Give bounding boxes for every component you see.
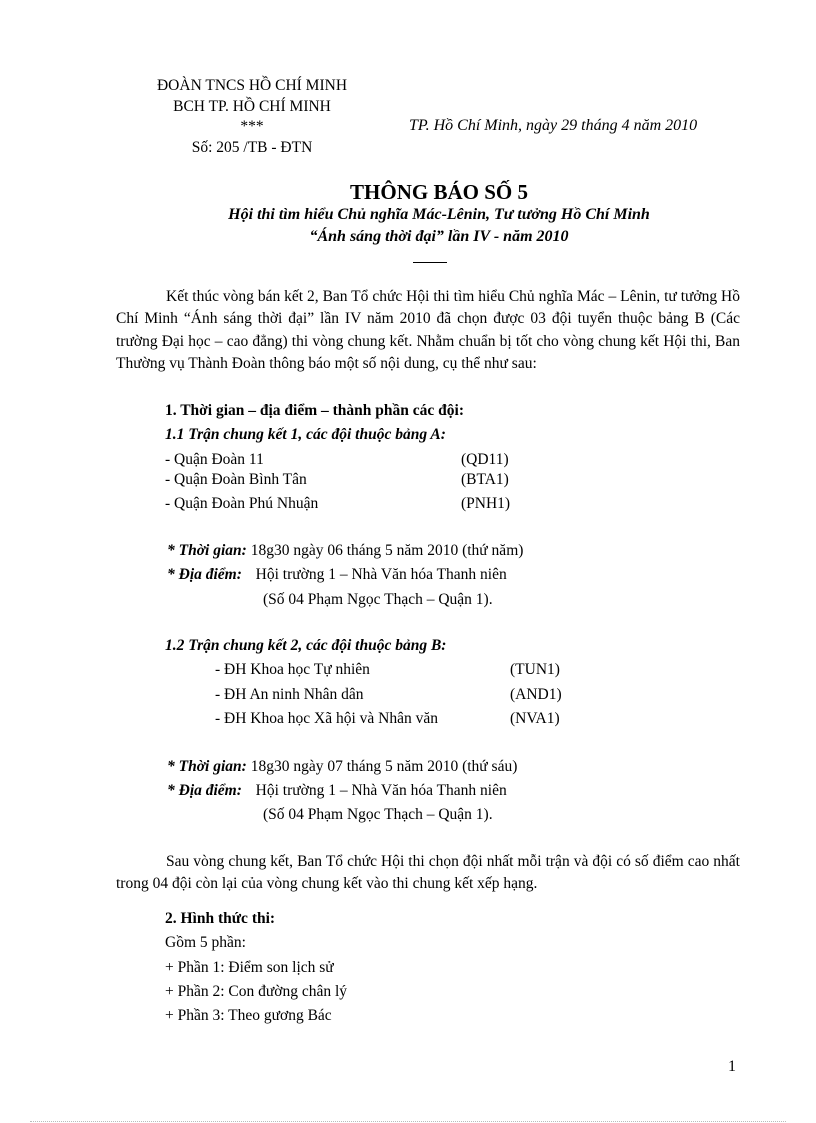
- document-number: Số: 205 /TB - ĐTN: [191, 138, 313, 156]
- format-part: + Phần 3: Theo gương Bác: [165, 1007, 332, 1024]
- team-code: (PNH1): [461, 495, 511, 512]
- match-1-address: (Số 04 Phạm Ngọc Thạch – Quận 1).: [263, 591, 493, 608]
- team-name: - ĐH Khoa học Tự nhiên: [215, 661, 370, 678]
- dateline: TP. Hồ Chí Minh, ngày 29 tháng 4 năm 2010: [409, 117, 698, 134]
- match-2-place: [167, 782, 507, 800]
- document-subtitle-1: Hội thi tìm hiểu Chủ nghĩa Mác-Lênin, Tư tưởng Hồ Chí Minh: [228, 206, 650, 223]
- match-2-address: (Số 04 Phạm Ngọc Thạch – Quận 1).: [263, 806, 493, 823]
- team-name: - Quận Đoàn 11: [165, 451, 264, 468]
- separator-stars: ***: [240, 118, 264, 135]
- time-value: 18g30 ngày 06 tháng 5 năm 2010 (thứ năm): [250, 542, 524, 559]
- format-part: + Phần 1: Điểm son lịch sử: [165, 959, 334, 976]
- match-1-time: [167, 542, 523, 560]
- intro-paragraph: [116, 286, 740, 375]
- title-underline: [413, 262, 447, 263]
- team-name: - Quận Đoàn Bình Tân: [165, 471, 307, 488]
- match-1-place: [167, 566, 507, 584]
- org-name: ĐOÀN TNCS HỒ CHÍ MINH: [156, 77, 348, 94]
- format-part: + Phần 2: Con đường chân lý: [165, 983, 348, 1000]
- team-code: (BTA1): [461, 471, 509, 488]
- team-code: (QD11): [461, 451, 509, 468]
- place-value: Hội trường 1 – Nhà Văn hóa Thanh niên: [255, 782, 507, 799]
- team-code: (TUN1): [510, 661, 560, 678]
- team-name: - ĐH Khoa học Xã hội và Nhân văn: [215, 710, 438, 727]
- match-2-heading: 1.2 Trận chung kết 2, các đội thuộc bảng B:: [165, 637, 447, 654]
- team-code: (AND1): [510, 686, 562, 703]
- time-value: 18g30 ngày 07 tháng 5 năm 2010 (thứ sáu): [250, 758, 518, 775]
- section-1-heading: 1. Thời gian – địa điểm – thành phần các đội:: [165, 402, 464, 419]
- page-bottom-border: [30, 1121, 786, 1122]
- section-2-intro: Gồm 5 phần:: [165, 934, 246, 951]
- section-2-heading: 2. Hình thức thi:: [165, 910, 276, 927]
- page-number: 1: [728, 1058, 736, 1075]
- place-label: * Địa điểm:: [167, 566, 242, 583]
- match-1-heading: 1.1 Trận chung kết 1, các đội thuộc bảng A:: [165, 426, 446, 443]
- match-2-time: [167, 758, 517, 776]
- team-name: - ĐH An ninh Nhân dân: [215, 686, 364, 703]
- team-code: (NVA1): [510, 710, 560, 727]
- document-subtitle-2: “Ánh sáng thời đại” lần IV - năm 2010: [309, 228, 569, 245]
- document-title: THÔNG BÁO SỐ 5: [350, 180, 528, 204]
- org-committee: BCH TP. HỒ CHÍ MINH: [173, 97, 331, 115]
- after-final-text: Sau vòng chung kết, Ban Tổ chức Hội thi chọn đội nhất mỗi trận và đội có số điểm cao nhất trong 04 đội còn lại của vòng chung kết vào thi chung kết xếp hạng.: [116, 853, 740, 893]
- place-value: Hội trường 1 – Nhà Văn hóa Thanh niên: [255, 566, 507, 583]
- after-final-paragraph: [116, 851, 740, 896]
- intro-text: Kết thúc vòng bán kết 2, Ban Tổ chức Hội thi tìm hiểu Chủ nghĩa Mác – Lênin, tư tưởng Hồ Chí Minh “Ánh sáng thời đại” lần IV năm 2010 đã chọn được 03 đội tuyển thuộc bảng B (Các trường Đại học – cao đẳng) thi vòng chung kết. Nhằm chuẩn bị tốt cho vòng chung kết Hội thi, Ban Thường vụ Thành Đoàn thông báo một số nội dung, cụ thể như sau:: [116, 288, 740, 372]
- place-label: * Địa điểm:: [167, 782, 242, 799]
- time-label: * Thời gian:: [167, 542, 247, 559]
- time-label: * Thời gian:: [167, 758, 247, 775]
- team-name: - Quận Đoàn Phú Nhuận: [165, 495, 319, 512]
- organization-header: [112, 76, 392, 158]
